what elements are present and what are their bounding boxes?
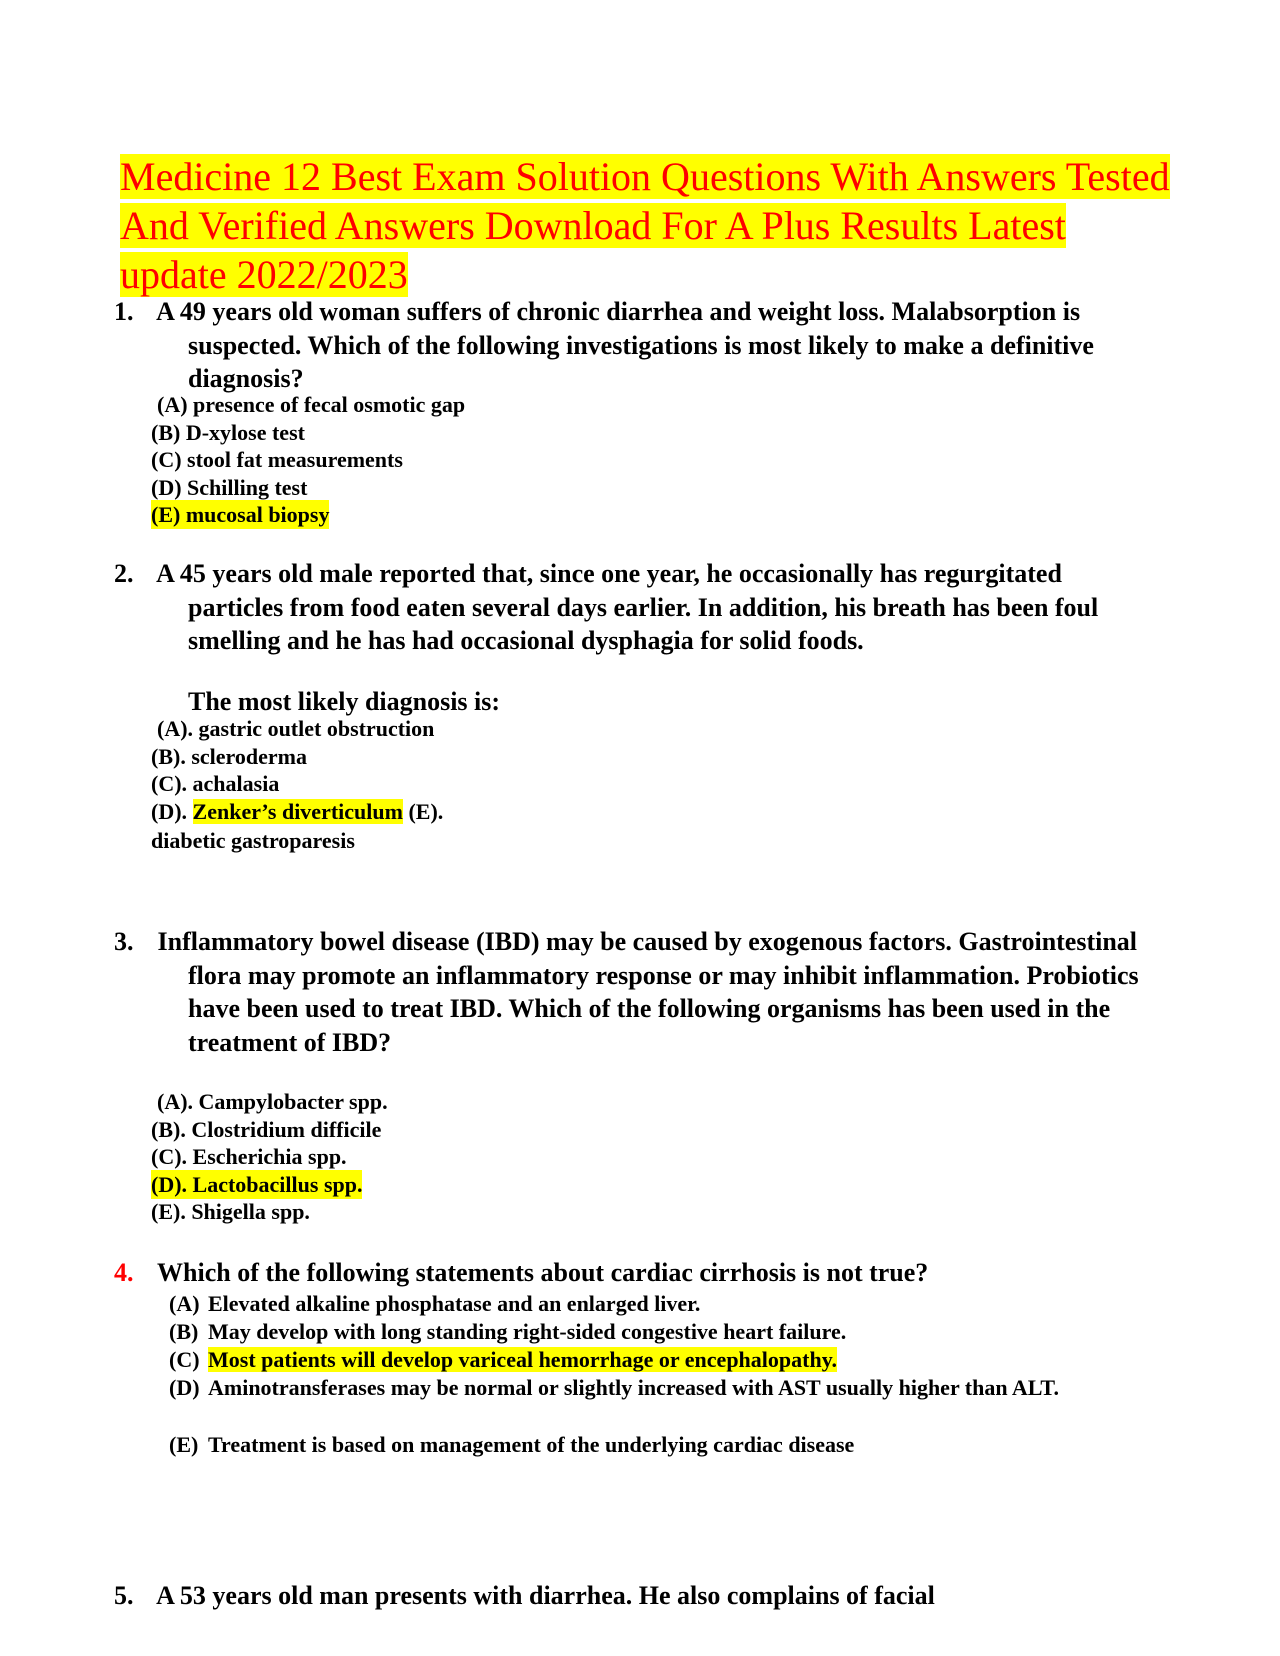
question-4-option-e: (E) Treatment is based on management of the underlying cardiac disease <box>169 1432 855 1457</box>
question-1-option-b: (B) D-xylose test <box>151 420 305 445</box>
question-4-option-d: (D) Aminotransferases may be normal or slightly increased with AST usually higher than ALT. <box>169 1375 1059 1400</box>
question-3-stem: 3. Inflammatory bowel disease (IBD) may be caused by exogenous factors. Gastrointestinal flora may promote an inflammatory response or may inhibit inflammation. Probiotics have been used to treat IBD. Which of the following organisms has been used in the treatment of IBD? <box>114 927 1139 1057</box>
question-2-prompt: The most likely diagnosis is: <box>188 687 501 716</box>
question-2-stem: 2. A 45 years old male reported that, since one year, he occasionally has regurgitated particles from food eaten several days earlier. In addition, his breath has been foul smelling and he has had occasional dysphagia for solid foods. <box>114 559 1099 655</box>
question-2-option-d-answer: Zenker’s diverticulum <box>192 799 403 824</box>
question-2-option-a: (A). gastric outlet obstruction <box>157 716 435 741</box>
question-4-option-a: (A) Elevated alkaline phosphatase and an enlarged liver. <box>169 1291 701 1316</box>
question-2-option-b: (B). scleroderma <box>151 744 307 769</box>
question-3-option-b: (B). Clostridium difficile <box>151 1117 382 1142</box>
question-1-option-a: (A) presence of fecal osmotic gap <box>157 392 466 417</box>
question-3-option-c: (C). Escherichia spp. <box>151 1144 347 1169</box>
question-2-options-wrapped <box>151 797 451 855</box>
question-3-option-e: (E). Shigella spp. <box>151 1199 310 1224</box>
question-2-option-c: (C). achalasia <box>151 771 280 796</box>
question-4-stem: 4. Which of the following statements about cardiac cirrhosis is not true? <box>114 1258 929 1287</box>
question-2-option-d-label: (D). <box>151 799 188 824</box>
question-3-option-d-answer: (D). Lactobacillus spp. <box>151 1172 363 1197</box>
question-1-stem: 1. A 49 years old woman suffers of chronic diarrhea and weight loss. Malabsorption is suspected. Which of the following investigations is most likely to make a definitive diagnosis? <box>114 297 1094 393</box>
question-1-option-c: (C) stool fat measurements <box>151 447 403 472</box>
question-3-option-a: (A). Campylobacter spp. <box>157 1089 388 1114</box>
question-5-stem: 5. A 53 years old man presents with diarrhea. He also complains of facial <box>114 1581 935 1610</box>
question-1-option-e-answer: (E) mucosal biopsy <box>151 502 330 527</box>
question-4-option-b: (B) May develop with long standing right-sided congestive heart failure. <box>169 1319 847 1344</box>
question-2-option-e: (E). diabetic gastroparesis <box>151 799 444 853</box>
document-title: Medicine 12 Best Exam Solution Questions With Answers Tested And Verified Answers Download For A Plus Results Latest update 2022/2023 <box>120 154 1170 297</box>
question-4-option-c-answer: (C) Most patients will develop variceal hemorrhage or encephalopathy. <box>169 1347 837 1372</box>
question-1-option-d: (D) Schilling test <box>151 475 308 500</box>
